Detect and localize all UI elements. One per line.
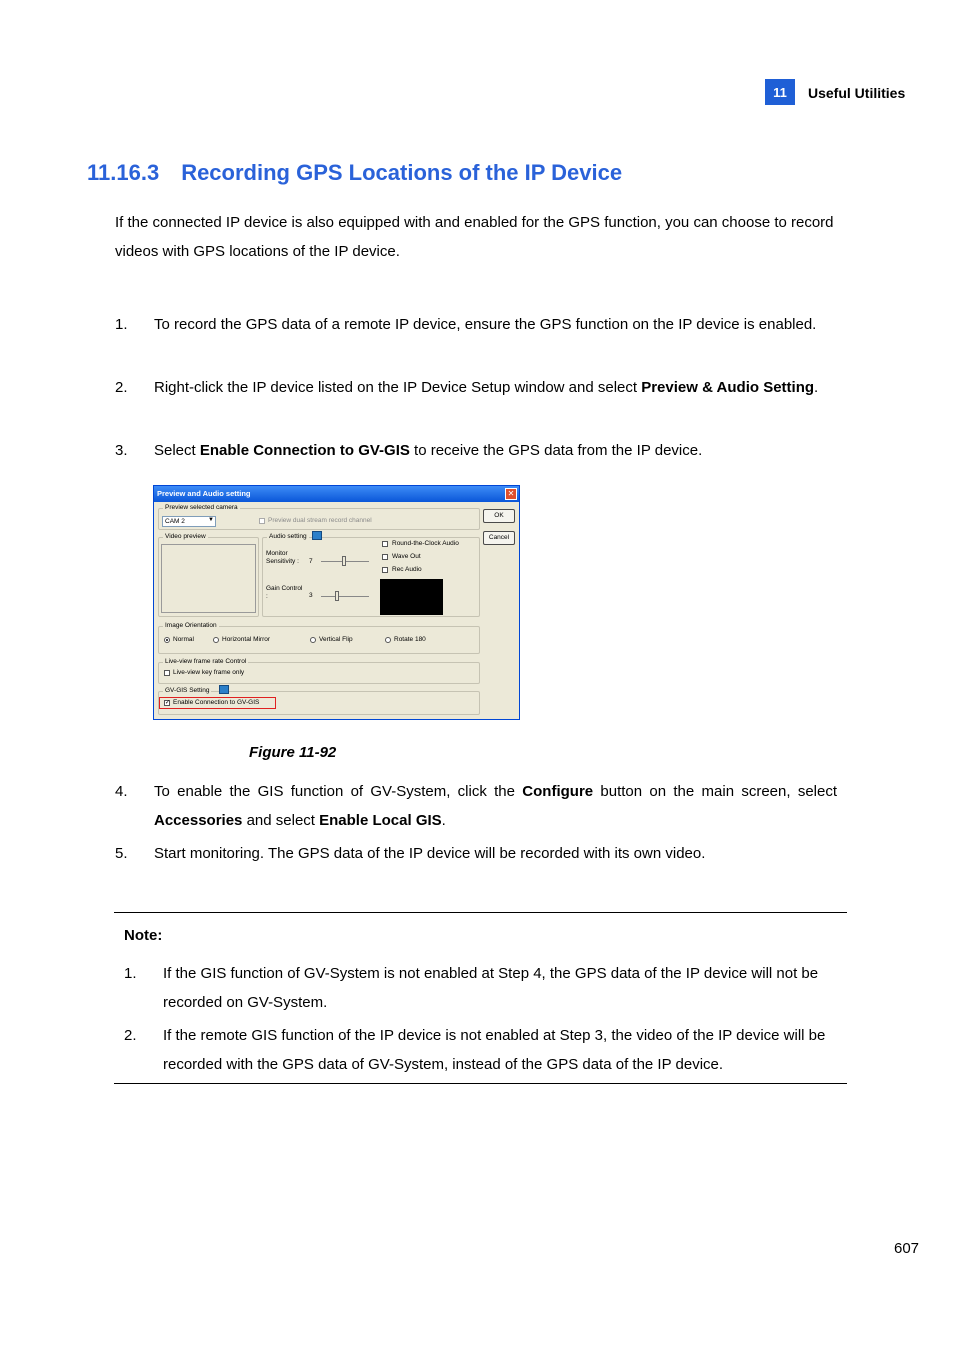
video-preview-area	[161, 544, 256, 613]
intro-paragraph: If the connected IP device is also equipped with and enabled for the GPS function, you can choose to record videos with GPS locations of the IP device.	[115, 214, 834, 260]
step-3	[115, 436, 837, 465]
note-item-text: If the remote GIS function of the IP device is not enabled at Step 3, the video of the IP device will be recorded with the GPS data of GV-System, instead of the GPS data of the IP device.	[163, 1027, 826, 1073]
cancel-button[interactable]: Cancel	[483, 531, 515, 545]
monitor-sensitivity-label: Monitor Sensitivity :	[266, 550, 299, 565]
normal-radio[interactable]	[164, 637, 170, 643]
note-item-1	[124, 959, 842, 1017]
note-heading: Note:	[124, 927, 163, 944]
audio-setting-group	[262, 533, 480, 617]
section-heading-text: Recording GPS Locations of the IP Device	[181, 160, 623, 185]
figure-caption: Figure 11-92	[249, 744, 337, 761]
rotate-180-label: Rotate 180	[394, 636, 426, 643]
note-item-text: If the GIS function of GV-System is not enabled at Step 4, the GPS data of the IP device will not be recorded on GV-System.	[163, 965, 819, 1011]
horizontal-mirror-label: Horizontal Mirror	[222, 636, 271, 643]
rotate-180-radio[interactable]	[385, 637, 391, 643]
step-text: To record the GPS data of a remote IP device, ensure the GPS function on the IP device is enabled.	[154, 316, 817, 333]
vertical-flip-radio[interactable]	[310, 637, 316, 643]
group-label: GV-GIS Setting	[165, 687, 210, 694]
round-clock-audio-checkbox[interactable]	[382, 541, 388, 547]
wave-out-label: Wave Out	[392, 553, 421, 560]
dialog-title-bar: Preview and Audio setting	[154, 486, 519, 502]
note-top-rule	[114, 912, 847, 913]
enable-gis-checkbox[interactable]: ✓	[165, 700, 171, 706]
enable-gis-label: Enable Connection to GV-GIS	[173, 699, 260, 706]
dual-stream-checkbox[interactable]	[259, 518, 265, 524]
step-number: 4.	[115, 783, 128, 800]
rec-audio-label: Rec Audio	[392, 566, 422, 573]
note-item-number: 1.	[124, 965, 137, 982]
key-frame-label: Live-view key frame only	[173, 669, 245, 676]
rec-audio-checkbox[interactable]	[382, 567, 388, 573]
monitor-slider-thumb[interactable]	[342, 556, 346, 566]
camera-select[interactable]	[162, 516, 216, 527]
gis-settings-icon[interactable]	[219, 685, 229, 694]
gain-slider-track[interactable]	[321, 596, 369, 597]
preview-audio-dialog	[153, 485, 520, 720]
dual-stream-label: Preview dual stream record channel	[268, 517, 372, 524]
gain-control-label: Gain Control :	[266, 585, 303, 600]
step-number: 5.	[115, 845, 128, 862]
group-label: Video preview	[165, 533, 206, 540]
key-frame-checkbox[interactable]	[164, 670, 170, 676]
section-number: 11.16.3	[87, 160, 160, 185]
step-text: Select Enable Connection to GV-GIS to receive the GPS data from the IP device.	[154, 442, 703, 459]
step-2	[115, 373, 837, 402]
close-icon[interactable]: ✕	[505, 488, 517, 500]
horizontal-mirror-radio[interactable]	[213, 637, 219, 643]
step-text: Right-click the IP device listed on the IP Device Setup window and select Preview & Audio Setting.	[154, 379, 819, 396]
step-4	[115, 777, 837, 835]
section-title	[87, 160, 622, 186]
chevron-down-icon: ▼	[208, 517, 214, 523]
page-number: 607	[894, 1240, 920, 1257]
audio-settings-icon[interactable]	[312, 531, 322, 540]
step-text: To enable the GIS function of GV-System, click the Configure button on the main screen, select Accessories and select Enable Local GIS.	[154, 783, 838, 829]
step-number: 3.	[115, 442, 128, 459]
round-clock-audio-label: Round-the-Clock Audio	[392, 540, 459, 547]
ok-button[interactable]: OK	[483, 509, 515, 523]
monitor-sensitivity-value: 7	[309, 558, 313, 565]
note-item-2	[124, 1021, 842, 1079]
step-1	[115, 310, 837, 339]
group-label: Live-view frame rate Control	[165, 658, 247, 665]
group-label: Audio setting	[269, 533, 307, 540]
vertical-flip-label: Vertical Flip	[319, 636, 353, 643]
step-5	[115, 839, 837, 868]
camera-select-value: CAM 2	[165, 518, 185, 525]
step-text: Start monitoring. The GPS data of the IP device will be recorded with its own video.	[154, 845, 706, 862]
group-label: Image Orientation	[165, 622, 217, 629]
chapter-title: Useful Utilities	[808, 85, 906, 101]
gain-slider-thumb[interactable]	[335, 591, 339, 601]
step-number: 1.	[115, 316, 128, 333]
note-bottom-rule	[114, 1083, 847, 1084]
note-item-number: 2.	[124, 1027, 137, 1044]
chapter-number-badge: 11	[765, 79, 795, 105]
wave-out-checkbox[interactable]	[382, 554, 388, 560]
audio-meter-display	[380, 579, 443, 615]
gain-control-value: 3	[309, 592, 313, 599]
normal-label: Normal	[173, 636, 194, 643]
group-label: Preview selected camera	[165, 504, 238, 511]
step-number: 2.	[115, 379, 128, 396]
